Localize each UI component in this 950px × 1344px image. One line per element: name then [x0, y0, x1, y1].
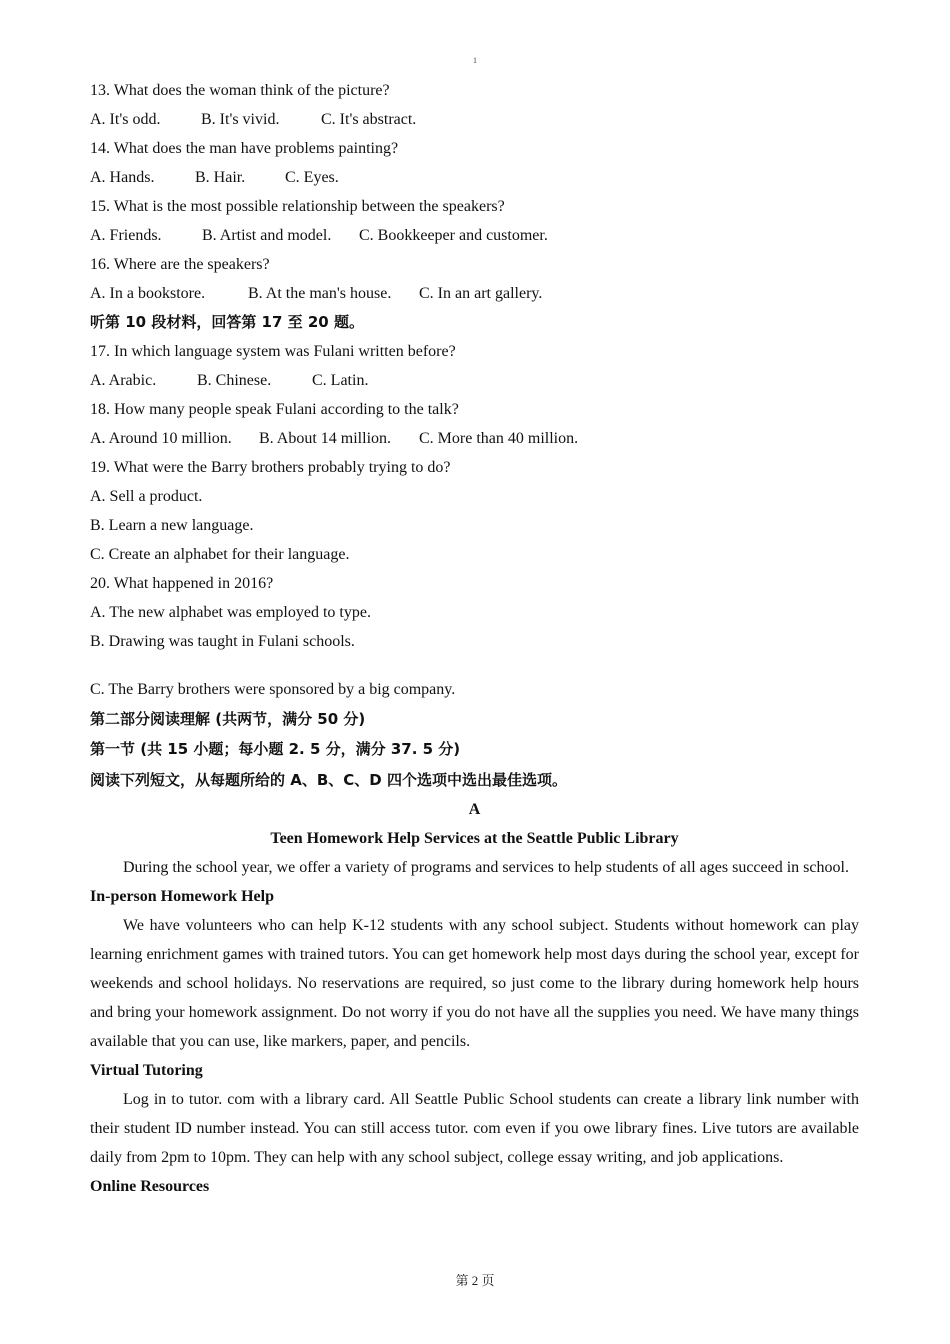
option-c: C. The Barry brothers were sponsored by a big company. — [90, 681, 456, 698]
question-20: 20. What happened in 2016? — [90, 575, 274, 592]
option-c: C. In an art gallery. — [419, 285, 543, 302]
option-c: C. Bookkeeper and customer. — [359, 227, 548, 244]
option-b: B. Learn a new language. — [90, 517, 254, 534]
section-heading-online: Online Resources — [90, 1178, 210, 1195]
options-18 — [90, 424, 859, 453]
section-text-virtual: Log in to tutor. com with a library card. All Seattle Public School students can create a library link number with their student ID number instead. You can still access tutor. com even if you owe library fines. Live tutors are available daily from 2pm to 10pm. They can help with any school subject, college essay writing, and job applications. — [90, 1091, 859, 1166]
section-instruction-10: 听第 10 段材料，回答第 17 至 20 题。 — [90, 313, 364, 331]
question-17: 17. In which language system was Fulani written before? — [90, 343, 456, 360]
section-heading-in-person: In-person Homework Help — [90, 888, 274, 905]
option-b: B. Hair. — [195, 169, 246, 186]
option-a: A. It's odd. — [90, 111, 161, 128]
option-a: A. Hands. — [90, 169, 155, 186]
section-one-title: 第一节 (共 15 小题；每小题 2. 5 分，满分 37. 5 分) — [90, 740, 461, 758]
question-19: 19. What were the Barry brothers probably trying to do? — [90, 459, 451, 476]
option-b: B. Artist and model. — [202, 227, 332, 244]
document-body — [90, 76, 859, 1201]
options-16 — [90, 279, 859, 308]
option-a: A. Arabic. — [90, 372, 157, 389]
options-15 — [90, 221, 859, 250]
option-c: C. Latin. — [312, 372, 369, 389]
options-14 — [90, 163, 859, 192]
option-c: C. Eyes. — [285, 169, 339, 186]
part-two-title: 第二部分阅读理解 (共两节，满分 50 分) — [90, 710, 366, 728]
option-b: B. Chinese. — [197, 372, 272, 389]
header-page-number: 1 — [473, 56, 477, 65]
question-18: 18. How many people speak Fulani according to the talk? — [90, 401, 459, 418]
question-15: 15. What is the most possible relationship between the speakers? — [90, 198, 505, 215]
option-a: A. Around 10 million. — [90, 430, 232, 447]
page-footer: 第 2 页 — [455, 1273, 495, 1288]
option-c: C. Create an alphabet for their language. — [90, 546, 350, 563]
options-13 — [90, 105, 859, 134]
question-13: 13. What does the woman think of the picture? — [90, 82, 390, 99]
option-b: B. At the man's house. — [248, 285, 392, 302]
option-b: B. About 14 million. — [259, 430, 392, 447]
option-b: B. Drawing was taught in Fulani schools. — [90, 633, 355, 650]
passage-intro: During the school year, we offer a variety of programs and services to help students of all ages succeed in school. — [123, 859, 849, 876]
option-b: B. It's vivid. — [201, 111, 280, 128]
option-a: A. The new alphabet was employed to type. — [90, 604, 371, 621]
option-c: C. It's abstract. — [321, 111, 417, 128]
option-a: A. Sell a product. — [90, 488, 203, 505]
question-16: 16. Where are the speakers? — [90, 256, 270, 273]
option-a: A. Friends. — [90, 227, 162, 244]
passage-letter: A — [468, 801, 481, 818]
section-text-in-person: We have volunteers who can help K-12 students with any school subject. Students without homework can play learning enrichment games with trained tutors. You can get homework help most days during the school year, except for weekends and school holidays. No reservations are required, so just come to the library during homework help hours and bring your homework assignment. Do not worry if you do not have all the supplies you need. We have many things available that you can use, like markers, paper, and pencils. — [90, 917, 859, 1050]
spacer — [90, 656, 859, 675]
options-17 — [90, 366, 859, 395]
option-a: A. In a bookstore. — [90, 285, 206, 302]
passage-title: Teen Homework Help Services at the Seattle Public Library — [270, 830, 679, 847]
section-heading-virtual: Virtual Tutoring — [90, 1062, 203, 1079]
reading-instruction: 阅读下列短文，从每题所给的 A、B、C、D 四个选项中选出最佳选项。 — [90, 771, 567, 789]
question-14: 14. What does the man have problems painting? — [90, 140, 399, 157]
option-c: C. More than 40 million. — [419, 430, 579, 447]
